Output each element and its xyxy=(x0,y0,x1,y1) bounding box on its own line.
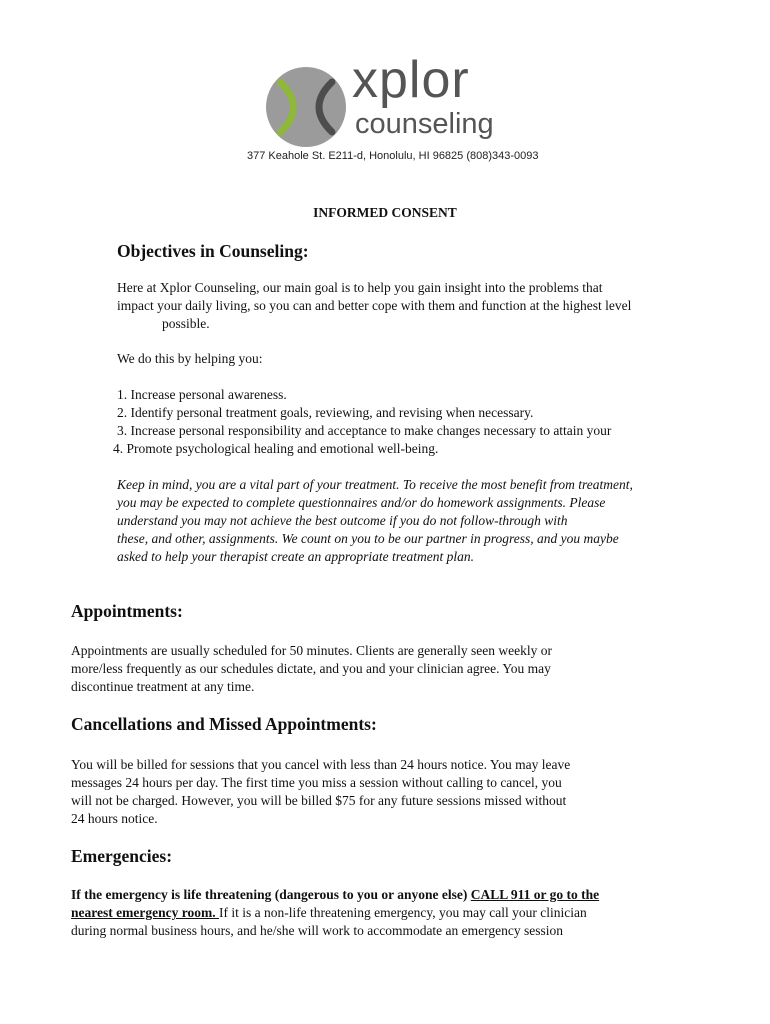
appointments-line: Appointments are usually scheduled for 50 minutes. Clients are generally seen weekly or xyxy=(71,643,552,658)
cancellations-line: 24 hours notice. xyxy=(71,811,158,826)
logo-mark-icon xyxy=(262,62,352,152)
logo-counseling-text: counseling xyxy=(355,108,494,140)
emergency-bold-lead: If the emergency is life threatening (dangerous to you or anyone else) xyxy=(71,887,471,902)
list-item: 3. Increase personal responsibility and acceptance to make changes necessary to attain your xyxy=(117,423,612,438)
page-title: INFORMED CONSENT xyxy=(313,205,457,220)
keep-in-mind-line: Keep in mind, you are a vital part of your treatment. To receive the most benefit from treatment, xyxy=(117,477,633,492)
cancellations-line: messages 24 hours per day. The first time you miss a session without calling to cancel, you xyxy=(71,775,562,790)
list-item: 1. Increase personal awareness. xyxy=(117,387,287,402)
objectives-intro-line-2: impact your daily living, so you can and better cope with them and function at the highest level xyxy=(117,298,632,313)
logo-xplor-text: xplor xyxy=(352,51,470,109)
objectives-intro-line-1: Here at Xplor Counseling, our main goal is to help you gain insight into the problems that xyxy=(117,280,603,295)
appointments-line: discontinue treatment at any time. xyxy=(71,679,255,694)
nearest-er-text: nearest emergency room. xyxy=(71,905,219,920)
emergencies-heading: Emergencies: xyxy=(71,846,173,866)
address-line: 377 Keahole St. E211-d, Honolulu, HI 96825 (808)343-0093 xyxy=(247,150,539,162)
list-item: 4. Promote psychological healing and emotional well-being. xyxy=(113,441,439,456)
xplor-logo xyxy=(262,51,522,152)
we-do-this-line: We do this by helping you: xyxy=(117,351,263,366)
call-911-text: CALL 911 or go to the xyxy=(470,887,600,902)
emergency-rest-1: If it is a non-life threatening emergency, you may call your clinician xyxy=(218,905,587,920)
emergencies-line-1 xyxy=(71,886,599,904)
keep-in-mind-line: asked to help your therapist create an appropriate treatment plan. xyxy=(117,549,474,564)
emergencies-line-2 xyxy=(71,904,587,922)
cancellations-heading: Cancellations and Missed Appointments: xyxy=(71,714,377,734)
appointments-line: more/less frequently as our schedules dictate, and you and your clinician agree. You may xyxy=(71,661,551,676)
keep-in-mind-line: these, and other, assignments. We count on you to be our partner in progress, and you maybe xyxy=(117,531,619,546)
keep-in-mind-line: you may be expected to complete questionnaires and/or do homework assignments. Please xyxy=(117,495,606,510)
list-item: 2. Identify personal treatment goals, reviewing, and revising when necessary. xyxy=(117,405,534,420)
emergencies-line-3: during normal business hours, and he/she will work to accommodate an emergency session xyxy=(71,923,564,938)
keep-in-mind-line: understand you may not achieve the best outcome if you do not follow-through with xyxy=(117,513,568,528)
objectives-intro-line-3: possible. xyxy=(162,316,210,331)
cancellations-line: You will be billed for sessions that you cancel with less than 24 hours notice. You may leave xyxy=(71,757,571,772)
cancellations-line: will not be charged. However, you will be billed $75 for any future sessions missed without xyxy=(71,793,567,808)
objectives-heading: Objectives in Counseling: xyxy=(117,241,309,261)
appointments-heading: Appointments: xyxy=(71,601,183,621)
